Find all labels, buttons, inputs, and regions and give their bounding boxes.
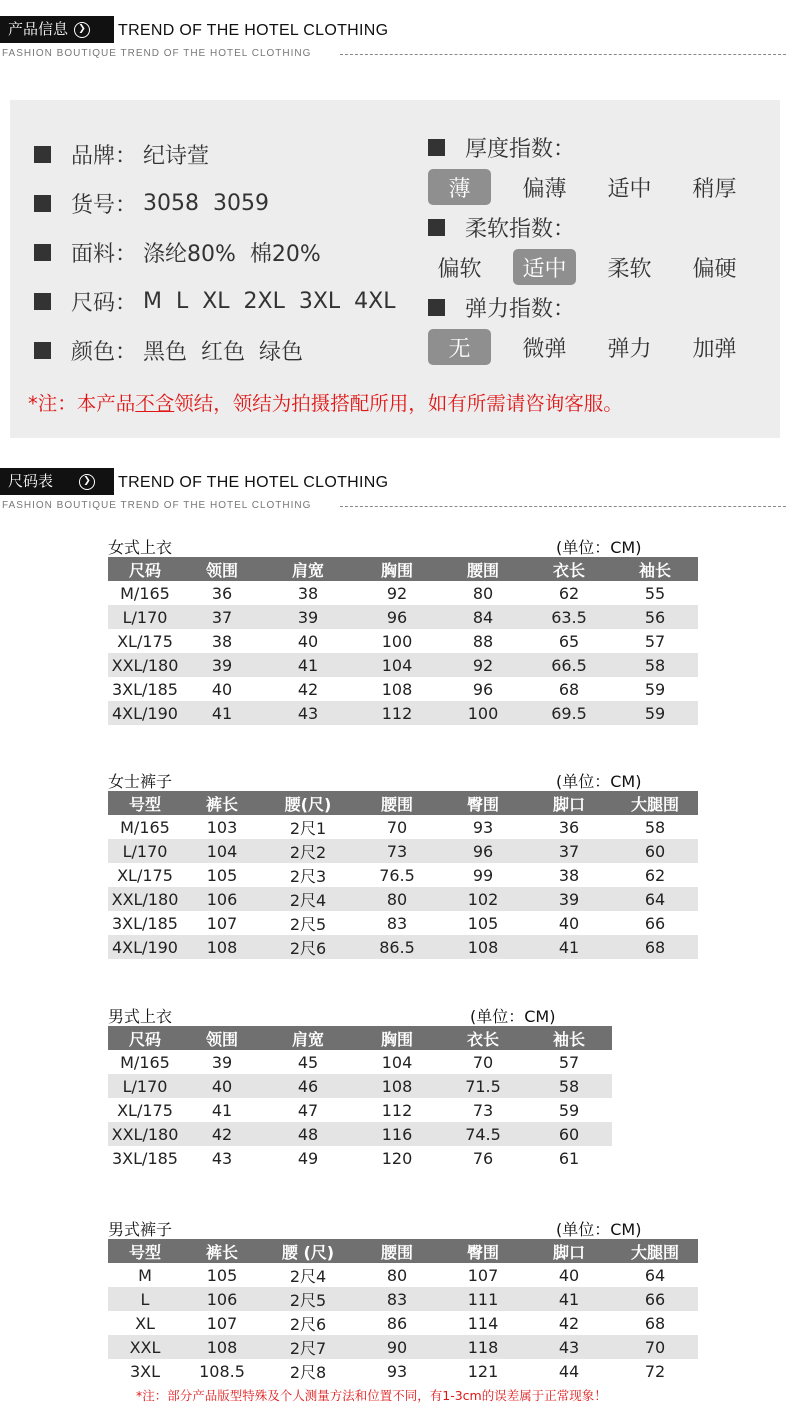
attribute-value: 涤纶80% 棉20% xyxy=(143,242,321,267)
table-cell: 40 xyxy=(558,913,580,933)
square-bullet-icon xyxy=(34,146,51,163)
table-unit: (单位：CM) xyxy=(556,538,642,557)
table-cell: 107 xyxy=(206,913,238,933)
attribute-list xyxy=(34,130,396,375)
table-unit: (单位：CM) xyxy=(470,1007,556,1026)
table-cell: 3XL/185 xyxy=(112,1148,178,1168)
table-cell: 42 xyxy=(211,1124,233,1144)
square-bullet-icon xyxy=(34,342,51,359)
table-cell: 41 xyxy=(558,937,580,957)
table-cell: 105 xyxy=(206,865,238,885)
table-header-cell: 臀围 xyxy=(466,1242,499,1262)
table-cell: 58 xyxy=(644,655,666,675)
table-cell: 4XL/190 xyxy=(112,703,178,723)
table-cell: XL/175 xyxy=(117,1100,173,1120)
table-cell: 2尺3 xyxy=(289,866,327,886)
table-cell: 2尺6 xyxy=(289,938,327,958)
table-cell: 120 xyxy=(381,1148,413,1168)
table-cell: 93 xyxy=(472,817,494,837)
table-row xyxy=(108,1050,612,1074)
table-cell: 44 xyxy=(558,1361,580,1381)
table-title: 女式上衣 xyxy=(108,538,173,557)
attribute-key: 颜色： xyxy=(71,340,138,365)
attribute-brand xyxy=(34,130,396,179)
section-header-size-chart xyxy=(0,468,790,516)
table-cell: M/165 xyxy=(120,817,170,837)
table-cell: 88 xyxy=(472,631,494,651)
table-header-cell: 胸围 xyxy=(380,1029,413,1049)
table-men-tops xyxy=(108,1004,612,1170)
table-cell: 41 xyxy=(297,655,319,675)
table-cell: 100 xyxy=(467,703,499,723)
table-cell: 118 xyxy=(467,1337,499,1357)
section-title: TREND OF THE HOTEL CLOTHING xyxy=(118,474,389,491)
table-cell: L/170 xyxy=(122,607,168,627)
table-row xyxy=(108,1311,698,1335)
table-unit: (单位：CM) xyxy=(556,772,642,791)
table-row xyxy=(108,839,698,863)
attribute-key: 面料： xyxy=(71,242,138,267)
table-title: 男式上衣 xyxy=(108,1007,173,1026)
table-cell: 121 xyxy=(467,1361,499,1381)
table-title: 女士裤子 xyxy=(108,772,173,791)
table-cell: 37 xyxy=(558,841,580,861)
table-cell: 107 xyxy=(206,1313,238,1333)
table-cell: 41 xyxy=(211,703,233,723)
attribute-value: M L XL 2XL 3XL 4XL xyxy=(143,289,396,314)
table-cell: 108 xyxy=(206,937,238,957)
attribute-item-number xyxy=(34,179,396,228)
index-option: 偏硬 xyxy=(692,256,737,282)
table-cell: 86.5 xyxy=(379,937,415,957)
table-header-cell: 裤长 xyxy=(205,1242,238,1262)
table-cell: 38 xyxy=(211,631,233,651)
divider xyxy=(340,54,786,55)
table-cell: 102 xyxy=(467,889,499,909)
table-cell: 64 xyxy=(644,1265,666,1285)
square-bullet-icon xyxy=(428,299,445,316)
index-options xyxy=(428,166,768,208)
table-cell: 73 xyxy=(386,841,408,861)
table-cell: 62 xyxy=(558,583,580,603)
section-tag xyxy=(0,468,114,495)
table-cell: 96 xyxy=(386,607,408,627)
table-cell: 80 xyxy=(472,583,494,603)
table-cell: 66 xyxy=(644,1289,666,1309)
table-cell: 76.5 xyxy=(379,865,415,885)
table-cell: 63.5 xyxy=(551,607,587,627)
table-header-row xyxy=(108,557,698,581)
table-cell: 76 xyxy=(472,1148,494,1168)
attribute-key: 尺码： xyxy=(71,291,138,316)
table-cell: 42 xyxy=(297,679,319,699)
table-cell: 96 xyxy=(472,841,494,861)
table-cell: 58 xyxy=(558,1076,580,1096)
index-option: 偏软 xyxy=(437,256,482,282)
table-row xyxy=(108,935,698,959)
section-header-product-info xyxy=(0,16,790,64)
table-cell: 92 xyxy=(386,583,408,603)
attribute-key: 品牌： xyxy=(71,144,138,169)
table-cell: 116 xyxy=(381,1124,413,1144)
table-header-row xyxy=(108,1239,698,1263)
table-cell: L/170 xyxy=(122,1076,168,1096)
table-cell: 37 xyxy=(211,607,233,627)
note-prefix: *注：本产品 xyxy=(28,392,136,415)
table-cell: XXL xyxy=(129,1337,161,1357)
table-cell: 90 xyxy=(386,1337,408,1357)
table-row xyxy=(108,581,698,605)
table-cell: 3XL xyxy=(129,1361,161,1381)
table-cell: 105 xyxy=(467,913,499,933)
table-cell: 3XL/185 xyxy=(112,679,178,699)
table-header-cell: 领围 xyxy=(205,560,238,580)
table-cell: 105 xyxy=(206,1265,238,1285)
table-cell: 57 xyxy=(558,1052,580,1072)
index-list xyxy=(428,128,768,368)
table-cell: 43 xyxy=(297,703,319,723)
index-title xyxy=(428,208,768,246)
product-info-box xyxy=(10,100,780,438)
table-header-cell: 大腿围 xyxy=(630,1242,679,1262)
index-title-label: 厚度指数： xyxy=(465,136,576,162)
index-option: 稍厚 xyxy=(692,176,737,202)
table-cell: 38 xyxy=(297,583,319,603)
table-cell: 69.5 xyxy=(551,703,587,723)
table-cell: L/170 xyxy=(122,841,168,861)
table-cell: 36 xyxy=(211,583,233,603)
table-cell: 112 xyxy=(381,1100,413,1120)
table-row xyxy=(108,1335,698,1359)
table-cell: 47 xyxy=(297,1100,319,1120)
table-caption xyxy=(108,535,698,557)
table-row xyxy=(108,1263,698,1287)
table-header-cell: 腰 (尺) xyxy=(281,1242,335,1262)
table-cell: 72 xyxy=(644,1361,666,1381)
table-cell: 114 xyxy=(467,1313,499,1333)
table-cell: 36 xyxy=(558,817,580,837)
table-cell: 106 xyxy=(206,1289,238,1309)
attribute-key: 货号： xyxy=(71,193,138,218)
table-cell: 68 xyxy=(558,679,580,699)
table-cell: 70 xyxy=(644,1337,666,1357)
table-cell: 2尺4 xyxy=(289,890,327,910)
table-cell: 70 xyxy=(472,1052,494,1072)
table-women-pants xyxy=(108,769,698,959)
table-cell: 61 xyxy=(558,1148,580,1168)
table-cell: 93 xyxy=(386,1361,408,1381)
table-header-cell: 腰(尺) xyxy=(284,794,332,814)
table-row xyxy=(108,1098,612,1122)
table-cell: 40 xyxy=(211,679,233,699)
table-cell: 2尺1 xyxy=(289,818,327,838)
section-subtitle: FASHION BOUTIQUE TREND OF THE HOTEL CLOTHING xyxy=(2,48,312,59)
table-caption xyxy=(108,1004,612,1026)
table-women-tops xyxy=(108,535,698,725)
table-cell: XL/175 xyxy=(117,631,173,651)
index-option-selected: 薄 xyxy=(428,169,491,205)
attribute-value: 3058 3059 xyxy=(143,191,269,216)
table-cell: 68 xyxy=(644,937,666,957)
table-header-cell: 腰围 xyxy=(380,1242,413,1262)
square-bullet-icon xyxy=(34,244,51,261)
table-cell: L xyxy=(140,1289,150,1309)
table-cell: 112 xyxy=(381,703,413,723)
chevron-right-icon: ❯ xyxy=(74,22,90,38)
table-cell: 83 xyxy=(386,913,408,933)
table-row xyxy=(108,1146,612,1170)
table-cell: 57 xyxy=(644,631,666,651)
table-header-cell: 大腿围 xyxy=(630,794,679,814)
divider xyxy=(340,506,786,507)
table-row xyxy=(108,605,698,629)
note-emphasis: 不含 xyxy=(135,392,175,415)
table-cell: 2尺4 xyxy=(289,1266,327,1286)
table-cell: 2尺2 xyxy=(289,842,327,862)
table-cell: 56 xyxy=(644,607,666,627)
index-options xyxy=(428,326,768,368)
table-cell: 99 xyxy=(472,865,494,885)
table-cell: 2尺5 xyxy=(289,1290,327,1310)
index-option: 微弹 xyxy=(522,336,567,362)
index-options xyxy=(428,246,768,288)
table-cell: 108 xyxy=(381,1076,413,1096)
table-header-cell: 领围 xyxy=(205,1029,238,1049)
table-row xyxy=(108,911,698,935)
table-cell: 39 xyxy=(558,889,580,909)
index-title xyxy=(428,128,768,166)
table-cell: 40 xyxy=(558,1265,580,1285)
table-row xyxy=(108,887,698,911)
table-header-cell: 裤长 xyxy=(205,794,238,814)
table-header-cell: 肩宽 xyxy=(291,1029,324,1049)
table-cell: 74.5 xyxy=(465,1124,501,1144)
table-header-cell: 尺码 xyxy=(128,560,161,580)
section-subtitle: FASHION BOUTIQUE TREND OF THE HOTEL CLOTHING xyxy=(2,500,312,511)
table-cell: XXL/180 xyxy=(111,655,179,675)
table-cell: 64 xyxy=(644,889,666,909)
table-row xyxy=(108,1359,698,1383)
table-cell: 65 xyxy=(558,631,580,651)
square-bullet-icon xyxy=(34,293,51,310)
table-title: 男式裤子 xyxy=(108,1220,173,1239)
table-cell: 80 xyxy=(386,1265,408,1285)
table-cell: 41 xyxy=(211,1100,233,1120)
attribute-colors xyxy=(34,326,396,375)
section-tag-label: 尺码表 xyxy=(8,472,54,490)
index-option-selected: 无 xyxy=(428,329,491,365)
table-cell: 2尺7 xyxy=(289,1338,327,1358)
table-unit: (单位：CM) xyxy=(556,1220,642,1239)
table-header-cell: 腰围 xyxy=(466,560,499,580)
section-tag xyxy=(0,16,114,43)
attribute-value: 黑色 红色 绿色 xyxy=(143,340,303,365)
square-bullet-icon xyxy=(428,219,445,236)
table-cell: 2尺5 xyxy=(289,914,327,934)
table-cell: 43 xyxy=(558,1337,580,1357)
table-cell: 108 xyxy=(467,937,499,957)
table-cell: 108 xyxy=(206,1337,238,1357)
measurement-footnote: *注：部分产品版型特殊及个人测量方法和位置不同，有1-3cm的误差属于正常现象！ xyxy=(136,1388,607,1403)
table-row xyxy=(108,863,698,887)
table-header-cell: 衣长 xyxy=(466,1029,499,1049)
chevron-right-icon: ❯ xyxy=(79,474,95,490)
table-cell: 2尺6 xyxy=(289,1314,327,1334)
index-option: 柔软 xyxy=(607,256,652,282)
table-cell: 39 xyxy=(211,1052,233,1072)
table-cell: 111 xyxy=(467,1289,499,1309)
table-cell: 62 xyxy=(644,865,666,885)
table-cell: 104 xyxy=(206,841,238,861)
table-cell: XXL/180 xyxy=(111,889,179,909)
table-header-cell: 衣长 xyxy=(552,560,585,580)
table-cell: 108 xyxy=(381,679,413,699)
table-header-cell: 袖长 xyxy=(638,560,671,580)
table-cell: 60 xyxy=(644,841,666,861)
index-option: 偏薄 xyxy=(522,176,567,202)
table-header-cell: 臀围 xyxy=(466,794,499,814)
table-cell: 45 xyxy=(297,1052,319,1072)
table-cell: 83 xyxy=(386,1289,408,1309)
table-cell: 104 xyxy=(381,1052,413,1072)
table-row xyxy=(108,629,698,653)
table-header-cell: 袖长 xyxy=(552,1029,585,1049)
table-row xyxy=(108,1074,612,1098)
table-header-cell: 号型 xyxy=(128,794,161,814)
table-cell: M/165 xyxy=(120,583,170,603)
table-cell: 42 xyxy=(558,1313,580,1333)
table-cell: 103 xyxy=(206,817,238,837)
table-cell: 59 xyxy=(644,703,666,723)
attribute-fabric xyxy=(34,228,396,277)
table-header-cell: 尺码 xyxy=(128,1029,161,1049)
table-row xyxy=(108,1122,612,1146)
table-cell: 39 xyxy=(297,607,319,627)
square-bullet-icon xyxy=(428,139,445,156)
table-cell: 38 xyxy=(558,865,580,885)
table-cell: 41 xyxy=(558,1289,580,1309)
table-cell: 39 xyxy=(211,655,233,675)
table-cell: 92 xyxy=(472,655,494,675)
table-cell: 49 xyxy=(297,1148,319,1168)
note-suffix: 领结，领结为拍摄搭配所用，如有所需请咨询客服。 xyxy=(174,392,623,415)
table-cell: 80 xyxy=(386,889,408,909)
table-cell: 3XL/185 xyxy=(112,913,178,933)
table-cell: M xyxy=(138,1265,152,1285)
table-cell: 66.5 xyxy=(551,655,587,675)
table-men-pants xyxy=(108,1217,698,1383)
table-cell: 58 xyxy=(644,817,666,837)
table-cell: XL/175 xyxy=(117,865,173,885)
table-caption xyxy=(108,769,698,791)
table-cell: 71.5 xyxy=(465,1076,501,1096)
table-cell: 4XL/190 xyxy=(112,937,178,957)
table-header-cell: 胸围 xyxy=(380,560,413,580)
table-cell: 96 xyxy=(472,679,494,699)
table-cell: 43 xyxy=(211,1148,233,1168)
table-header-row xyxy=(108,1026,612,1050)
table-cell: 68 xyxy=(644,1313,666,1333)
table-cell: 40 xyxy=(211,1076,233,1096)
table-row xyxy=(108,701,698,725)
section-title: TREND OF THE HOTEL CLOTHING xyxy=(118,22,389,39)
table-header-cell: 肩宽 xyxy=(291,560,324,580)
table-cell: 2尺8 xyxy=(289,1362,327,1382)
table-cell: 107 xyxy=(467,1265,499,1285)
table-cell: 60 xyxy=(558,1124,580,1144)
index-title xyxy=(428,288,768,326)
table-header-cell: 号型 xyxy=(128,1242,161,1262)
table-cell: 73 xyxy=(472,1100,494,1120)
table-row xyxy=(108,677,698,701)
table-caption xyxy=(108,1217,698,1239)
table-cell: 59 xyxy=(644,679,666,699)
table-cell: XXL/180 xyxy=(111,1124,179,1144)
index-option: 加弹 xyxy=(692,336,737,362)
table-header-cell: 脚口 xyxy=(552,794,585,814)
table-header-cell: 脚口 xyxy=(552,1242,585,1262)
attribute-sizes xyxy=(34,277,396,326)
table-cell: 48 xyxy=(297,1124,319,1144)
table-cell: 108.5 xyxy=(199,1361,245,1381)
table-cell: 59 xyxy=(558,1100,580,1120)
table-cell: 84 xyxy=(472,607,494,627)
table-cell: 46 xyxy=(297,1076,319,1096)
index-option-selected: 适中 xyxy=(513,249,576,285)
index-option: 弹力 xyxy=(607,336,652,362)
index-title-label: 弹力指数： xyxy=(465,296,576,322)
index-title-label: 柔软指数： xyxy=(465,216,576,242)
table-row xyxy=(108,815,698,839)
table-cell: 66 xyxy=(644,913,666,933)
attribute-value: 纪诗萱 xyxy=(143,144,210,169)
table-header-cell: 腰围 xyxy=(380,794,413,814)
section-tag-label: 产品信息 xyxy=(8,20,69,38)
index-option: 适中 xyxy=(607,176,652,202)
table-cell: XL xyxy=(135,1313,155,1333)
table-cell: 106 xyxy=(206,889,238,909)
table-cell: 104 xyxy=(381,655,413,675)
table-row xyxy=(108,1287,698,1311)
table-cell: 70 xyxy=(386,817,408,837)
bowtie-note xyxy=(28,388,623,416)
table-header-row xyxy=(108,791,698,815)
table-cell: M/165 xyxy=(120,1052,170,1072)
table-cell: 55 xyxy=(644,583,666,603)
table-cell: 100 xyxy=(381,631,413,651)
table-row xyxy=(108,653,698,677)
square-bullet-icon xyxy=(34,195,51,212)
table-cell: 40 xyxy=(297,631,319,651)
table-cell: 86 xyxy=(386,1313,408,1333)
